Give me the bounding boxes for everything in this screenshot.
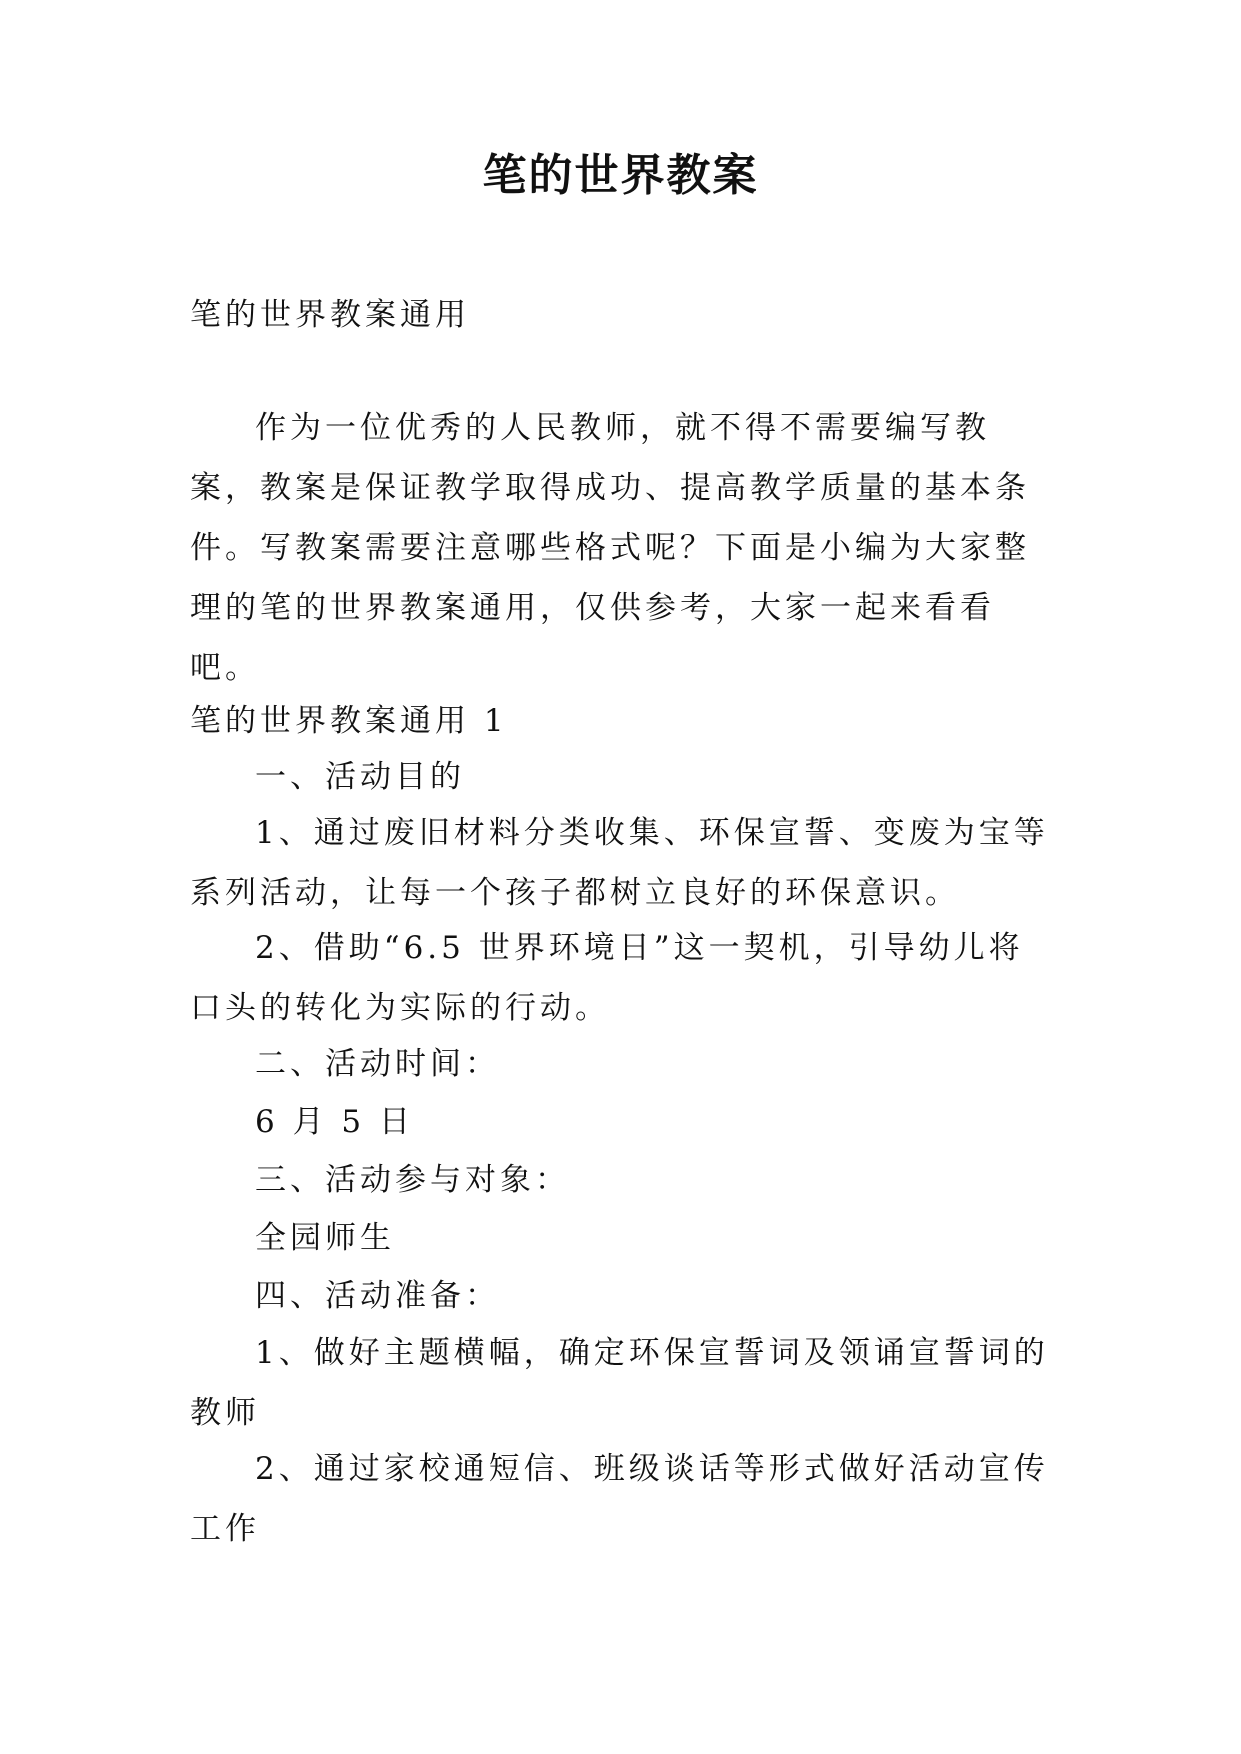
prep-item-1: 1、做好主题横幅，确定环保宣誓词及领诵宣誓词的教师 bbox=[190, 1335, 1049, 1431]
prep-heading: 四、活动准备： bbox=[255, 1278, 500, 1314]
time-heading: 二、活动时间： bbox=[255, 1046, 500, 1082]
goal-heading: 一、活动目的 bbox=[255, 759, 465, 795]
intro-paragraph: 作为一位优秀的人民教师，就不得不需要编写教案，教案是保证教学取得成功、提高教学质量的基本条件。写教案需要注意哪些格式呢？下面是小编为大家整理的笔的世界教案通用，仅供参考，大家一起来看看吧。 bbox=[190, 410, 1030, 686]
document-title: 笔的世界教案 bbox=[482, 150, 759, 201]
participants-value: 全园师生 bbox=[255, 1220, 395, 1256]
prep-item-2: 2、通过家校通短信、班级谈话等形式做好活动宣传工作 bbox=[190, 1451, 1049, 1547]
participants-heading: 三、活动参与对象： bbox=[255, 1162, 570, 1198]
section-heading: 笔的世界教案通用 1 bbox=[190, 703, 508, 739]
goal-item-2: 2、借助“6.5 世界环境日”这一契机，引导幼儿将口头的转化为实际的行动。 bbox=[190, 930, 1024, 1026]
goal-item-1: 1、通过废旧材料分类收集、环保宣誓、变废为宝等系列活动，让每一个孩子都树立良好的环保意识。 bbox=[190, 815, 1049, 911]
time-value: 6 月 5 日 bbox=[255, 1104, 415, 1140]
document-subtitle: 笔的世界教案通用 bbox=[190, 297, 470, 333]
